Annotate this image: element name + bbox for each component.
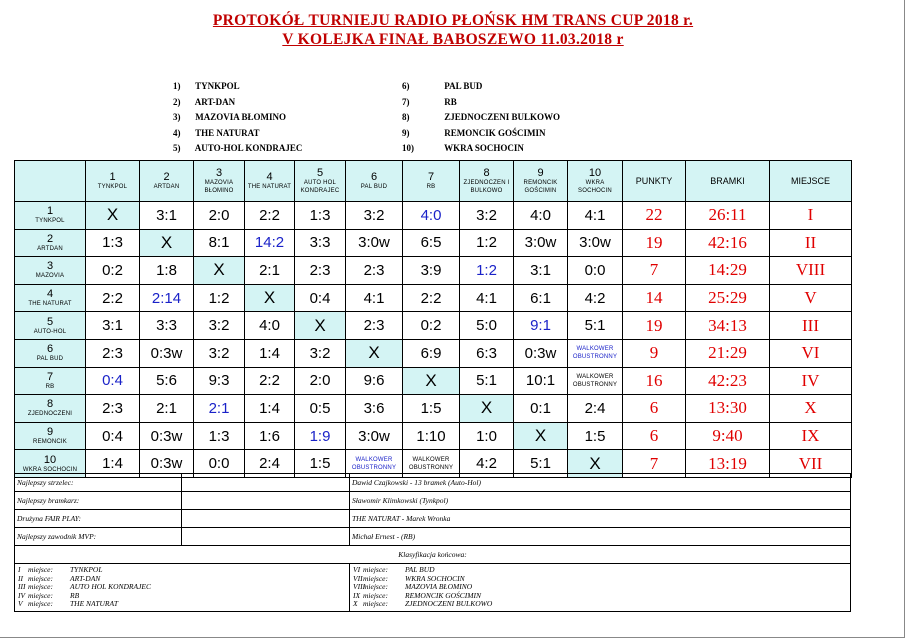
team-row — [15, 202, 852, 230]
punkty-cell: 6 — [623, 395, 686, 423]
miejsce-cell: II — [770, 229, 852, 257]
score-cell: 5:6 — [140, 367, 194, 395]
self-match-cell: X — [346, 339, 403, 367]
score-cell: 9:6 — [346, 367, 403, 395]
column-team-name: REMONCIK GOŚCIMIN — [523, 180, 558, 194]
classification-team: THE NATURAT — [70, 599, 118, 608]
team-list-item — [402, 141, 560, 157]
classification-team: PAL BUD — [405, 565, 435, 574]
punkty-cell: 9 — [623, 339, 686, 367]
self-match-cell: X — [194, 257, 245, 285]
column-number: 3 — [215, 167, 223, 179]
column-header — [140, 161, 194, 202]
column-header — [568, 161, 623, 202]
score-cell: 1:3 — [194, 422, 245, 450]
score-cell: 2:1 — [245, 257, 295, 285]
classification-rank: X — [353, 599, 358, 608]
score-cell: 3:0w — [514, 229, 568, 257]
classification-title: Klasyfikacja końcowa: — [15, 546, 851, 564]
walkover-cell: WALKOWER OBUSTRONNY — [568, 367, 623, 395]
classification-team: ZJEDNOCZENI BULKOWO — [405, 599, 493, 608]
award-label: Drużyna FAIR PLAY: — [15, 510, 182, 528]
award-spacer — [182, 492, 350, 510]
classification-item — [18, 583, 346, 592]
score-cell: 2:4 — [568, 395, 623, 423]
row-team-name: THE NATURAT — [28, 301, 72, 308]
row-number: 6 — [46, 343, 54, 356]
column-team-name: ZJEDNOCZEN I BULKOWO — [463, 180, 510, 194]
award-label: Najlepszy strzelec: — [15, 474, 182, 492]
score-cell: 3:3 — [140, 312, 194, 340]
punkty-cell: 14 — [623, 284, 686, 312]
team-list-item — [173, 95, 302, 111]
classification-rank: III — [18, 582, 26, 591]
row-header — [15, 284, 86, 312]
score-cell: 1:8 — [140, 257, 194, 285]
summary-table — [14, 473, 851, 612]
column-number: 8 — [483, 167, 490, 179]
column-header — [245, 161, 295, 202]
column-header — [346, 161, 403, 202]
score-cell: 2:3 — [295, 257, 346, 285]
column-number: 4 — [266, 171, 273, 183]
team-list-item — [402, 95, 560, 111]
score-cell: 6:3 — [460, 339, 514, 367]
team-list-name: RB — [444, 96, 457, 107]
classification-rank: VII — [353, 573, 363, 583]
score-cell: 2:0 — [295, 367, 346, 395]
row-header — [15, 422, 86, 450]
self-match-cell: X — [403, 367, 460, 395]
classification-rank: VIII — [353, 582, 366, 591]
classification-item — [18, 600, 346, 609]
column-number: 5 — [316, 167, 324, 179]
classification-word: miejsce: — [28, 599, 53, 608]
classification-word: miejsce: — [363, 590, 388, 600]
score-cell: 3:1 — [140, 202, 194, 230]
score-cell: 0:3w — [140, 339, 194, 367]
score-cell: 1:0 — [460, 422, 514, 450]
walkover-cell: WALKOWER OBUSTRONNY — [346, 450, 403, 478]
score-cell: 1:5 — [403, 395, 460, 423]
row-number: 10 — [43, 453, 57, 466]
punkty-cell: 19 — [623, 229, 686, 257]
classification-word: miejsce: — [28, 573, 53, 583]
punkty-cell: 22 — [623, 202, 686, 230]
column-team-name: THE NATURAT — [247, 184, 292, 190]
classification-left — [15, 564, 350, 612]
miejsce-cell: III — [770, 312, 852, 340]
results-table — [14, 160, 852, 478]
page-subtitle: V KOLEJKA FINAŁ BABOSZEWO 11.03.2018 r — [282, 31, 624, 48]
team-row — [15, 229, 852, 257]
team-list-name: THE NATURAT — [195, 127, 260, 138]
self-match-cell: X — [140, 229, 194, 257]
row-number: 8 — [46, 398, 54, 411]
score-cell: 3:0w — [568, 229, 623, 257]
column-team-name: PAL BUD — [360, 184, 388, 190]
score-cell: 4:1 — [460, 284, 514, 312]
team-list-name: PAL BUD — [444, 81, 483, 91]
score-cell: 4:2 — [568, 284, 623, 312]
row-team-name: PAL BUD — [36, 356, 64, 363]
score-cell: 0:2 — [86, 257, 140, 285]
score-cell: 3:6 — [346, 395, 403, 423]
score-cell: 9:1 — [514, 312, 568, 340]
score-cell: 2:1 — [140, 395, 194, 423]
row-header — [15, 257, 86, 285]
award-value: THE NATURAT - Marek Wronka — [350, 510, 851, 528]
classification-team: TYNKPOL — [70, 565, 103, 574]
column-number: 7 — [427, 171, 435, 183]
classification-team: MAZOVIA BŁOMINO — [405, 582, 473, 591]
team-list-name: ZJEDNOCZENI BULKOWO — [444, 112, 561, 123]
bramki-cell: 42:16 — [686, 229, 770, 257]
walkover-cell: WALKOWER OBUSTRONNY — [403, 450, 460, 478]
score-cell: 1:6 — [245, 422, 295, 450]
bramki-cell: 9:40 — [686, 422, 770, 450]
score-cell: 6:1 — [514, 284, 568, 312]
row-team-name: WKRA SOCHOCIN — [22, 466, 78, 473]
team-list-number: 3) — [173, 112, 181, 123]
award-value: Dawid Czajkowski - 13 bramek (Auto-Hol) — [350, 474, 851, 492]
team-list-number: 8) — [402, 112, 410, 123]
classification-word: miejsce: — [363, 573, 388, 583]
score-cell: 3:2 — [346, 202, 403, 230]
score-cell: 4:1 — [346, 284, 403, 312]
classification-word: miejsce: — [363, 582, 388, 591]
score-cell: 1:2 — [194, 284, 245, 312]
team-list-item — [402, 110, 560, 126]
score-cell: 0:2 — [403, 312, 460, 340]
team-list-item — [173, 141, 302, 157]
row-number: 7 — [46, 370, 54, 383]
score-cell: 2:4 — [245, 450, 295, 478]
team-list-item — [173, 126, 302, 142]
score-cell: 2:2 — [245, 367, 295, 395]
score-cell: 3:0w — [346, 229, 403, 257]
team-row — [15, 257, 852, 285]
row-team-name: ZJEDNOCZENI — [27, 411, 73, 418]
row-team-name: AUTO-HOL — [33, 328, 67, 335]
team-list-number: 10) — [402, 143, 414, 154]
classification-team: AUTO HOL KONDRAJEC — [70, 582, 151, 591]
punkty-header: PUNKTY — [623, 161, 686, 202]
team-row — [15, 395, 852, 423]
score-cell: 1:2 — [460, 257, 514, 285]
classification-rank: IX — [353, 590, 361, 600]
row-header — [15, 367, 86, 395]
score-cell: 2:14 — [140, 284, 194, 312]
score-cell: 0:3w — [140, 422, 194, 450]
column-header — [460, 161, 514, 202]
punkty-cell: 19 — [623, 312, 686, 340]
score-cell: 3:2 — [295, 339, 346, 367]
row-header — [15, 339, 86, 367]
score-cell: 1:4 — [86, 450, 140, 478]
award-label: Najlepszy zawodnik MVP: — [15, 528, 182, 546]
score-cell: 1:3 — [86, 229, 140, 257]
score-cell: 1:4 — [245, 395, 295, 423]
column-number: 6 — [370, 171, 378, 183]
miejsce-cell: VIII — [770, 257, 852, 285]
bramki-cell: 14:29 — [686, 257, 770, 285]
classification-word: miejsce: — [28, 565, 53, 574]
classification-rank: II — [18, 573, 23, 583]
award-spacer — [182, 528, 350, 546]
team-list-number: 5) — [173, 143, 181, 154]
team-list-name: MAZOVIA BŁOMINO — [195, 112, 287, 123]
column-team-name: WKRA SOCHOCIN — [578, 180, 612, 194]
score-cell: 0:0 — [194, 450, 245, 478]
row-team-name: RB — [45, 383, 55, 390]
row-number: 5 — [46, 315, 54, 328]
column-number: 9 — [537, 167, 544, 179]
team-list-number: 4) — [173, 127, 181, 138]
team-list-name: AUTO-HOL KONDRAJEC — [194, 143, 303, 154]
team-list-number: 1) — [173, 81, 181, 91]
score-cell: 1:4 — [245, 339, 295, 367]
miejsce-header: MIEJSCE — [770, 161, 852, 202]
score-cell: 1:10 — [403, 422, 460, 450]
miejsce-cell: IV — [770, 367, 852, 395]
score-cell: 2:2 — [245, 202, 295, 230]
team-list-name: ART-DAN — [194, 96, 236, 107]
score-cell: 1:5 — [295, 450, 346, 478]
score-cell: 2:0 — [194, 202, 245, 230]
classification-rank: IV — [18, 590, 26, 600]
teams-list-left — [173, 79, 302, 157]
score-cell: 0:1 — [514, 395, 568, 423]
punkty-cell: 7 — [623, 450, 686, 478]
teams-list-right — [402, 79, 560, 157]
bramki-cell: 26:11 — [686, 202, 770, 230]
score-cell: 0:0 — [568, 257, 623, 285]
score-cell: 0:4 — [86, 367, 140, 395]
score-cell: 5:0 — [460, 312, 514, 340]
score-cell: 1:9 — [295, 422, 346, 450]
score-cell: 4:1 — [568, 202, 623, 230]
self-match-cell: X — [295, 312, 346, 340]
column-header — [403, 161, 460, 202]
classification-title-row — [15, 546, 851, 564]
score-cell: 6:5 — [403, 229, 460, 257]
score-cell: 3:2 — [194, 339, 245, 367]
score-cell: 2:3 — [346, 257, 403, 285]
bramki-cell: 13:19 — [686, 450, 770, 478]
team-row — [15, 422, 852, 450]
team-list-name: TYNKPOL — [195, 81, 240, 91]
award-spacer — [182, 510, 350, 528]
row-header — [15, 229, 86, 257]
column-team-name: AUTO HOL KONDRAJEC — [300, 180, 340, 194]
score-cell: 2:3 — [346, 312, 403, 340]
row-number: 1 — [46, 205, 54, 218]
classification-team: WKRA SOCHOCIN — [405, 573, 465, 583]
row-team-name: ARTDAN — [37, 245, 63, 252]
self-match-cell: X — [514, 422, 568, 450]
team-list-item — [402, 126, 560, 142]
bramki-cell: 42:23 — [686, 367, 770, 395]
score-cell: 2:2 — [86, 284, 140, 312]
classification-row — [15, 564, 851, 612]
classification-team: ART-DAN — [70, 573, 101, 583]
team-list-number: 6) — [402, 81, 410, 91]
classification-right — [350, 564, 851, 612]
score-cell: 0:5 — [295, 395, 346, 423]
page-title: PROTOKÓŁ TURNIEJU RADIO PŁOŃSK HM TRANS CUP 2018 r. — [212, 12, 694, 29]
team-list-number: 9) — [402, 127, 410, 138]
row-team-name: MAZOVIA — [35, 273, 65, 280]
score-cell: 1:5 — [568, 422, 623, 450]
score-cell: 0:4 — [86, 422, 140, 450]
score-cell: 2:1 — [194, 395, 245, 423]
award-row — [15, 492, 851, 510]
classification-item — [18, 566, 346, 575]
team-list-item — [173, 110, 302, 126]
row-number: 3 — [46, 260, 54, 273]
award-label: Najlepszy bramkarz: — [15, 492, 182, 510]
award-row — [15, 528, 851, 546]
row-header — [15, 202, 86, 230]
team-row — [15, 284, 852, 312]
team-row — [15, 367, 852, 395]
column-header — [86, 161, 140, 202]
team-list-name: REMONCIK GOŚCIMIN — [444, 127, 546, 138]
award-row — [15, 474, 851, 492]
row-number: 4 — [46, 288, 54, 301]
column-header — [295, 161, 346, 202]
miejsce-cell: V — [770, 284, 852, 312]
bramki-cell: 34:13 — [686, 312, 770, 340]
score-cell: 3:2 — [194, 312, 245, 340]
team-list-name: WKRA SOCHOCIN — [444, 143, 524, 154]
column-team-name: RB — [426, 184, 436, 190]
miejsce-cell: X — [770, 395, 852, 423]
column-header — [514, 161, 568, 202]
column-number: 10 — [588, 167, 602, 179]
score-cell: 3:9 — [403, 257, 460, 285]
bramki-cell: 25:29 — [686, 284, 770, 312]
self-match-cell: X — [568, 450, 623, 478]
punkty-cell: 16 — [623, 367, 686, 395]
column-number: 2 — [163, 171, 170, 183]
award-value: Michał Ernest - (RB) — [350, 528, 851, 546]
bramki-header: BRAMKI — [686, 161, 770, 202]
score-cell: 1:3 — [295, 202, 346, 230]
score-cell: 3:2 — [460, 202, 514, 230]
punkty-cell: 6 — [623, 422, 686, 450]
miejsce-cell: VII — [770, 450, 852, 478]
score-cell: 3:3 — [295, 229, 346, 257]
classification-rank: VI — [353, 565, 361, 574]
score-cell: 0:3w — [140, 450, 194, 478]
miejsce-cell: I — [770, 202, 852, 230]
team-list-number: 7) — [402, 96, 410, 107]
score-cell: 3:1 — [86, 312, 140, 340]
award-row — [15, 510, 851, 528]
classification-rank: I — [18, 565, 21, 574]
classification-item — [18, 575, 346, 584]
score-cell: 6:9 — [403, 339, 460, 367]
column-team-name: TYNKPOL — [97, 184, 128, 190]
row-team-name: TYNKPOL — [35, 218, 65, 225]
miejsce-cell: VI — [770, 339, 852, 367]
punkty-cell: 7 — [623, 257, 686, 285]
corner-cell — [15, 161, 86, 202]
row-team-name: REMONCIK — [33, 439, 67, 446]
team-row — [15, 312, 852, 340]
row-number: 9 — [46, 426, 54, 439]
classification-word: miejsce: — [28, 590, 53, 600]
team-list-item — [402, 79, 560, 95]
score-cell: 10:1 — [514, 367, 568, 395]
score-cell: 4:2 — [460, 450, 514, 478]
column-team-name: MAZOVIA BŁOMINO — [204, 180, 234, 194]
classification-team: REMONCIK GOŚCIMIN — [405, 590, 482, 600]
award-spacer — [182, 474, 350, 492]
classification-word: miejsce: — [28, 582, 53, 591]
self-match-cell: X — [86, 202, 140, 230]
score-cell: 14:2 — [245, 229, 295, 257]
team-row — [15, 339, 852, 367]
classification-rank: V — [18, 599, 23, 608]
row-header — [15, 395, 86, 423]
score-cell: 4:0 — [245, 312, 295, 340]
column-header — [194, 161, 245, 202]
score-cell: 2:3 — [86, 395, 140, 423]
score-cell: 1:2 — [460, 229, 514, 257]
classification-item — [353, 600, 847, 609]
score-cell: 5:1 — [460, 367, 514, 395]
score-cell: 2:3 — [86, 339, 140, 367]
score-cell: 5:1 — [514, 450, 568, 478]
score-cell: 3:0w — [346, 422, 403, 450]
self-match-cell: X — [245, 284, 295, 312]
column-team-name: ARTDAN — [153, 184, 180, 190]
self-match-cell: X — [460, 395, 514, 423]
score-cell: 0:3w — [514, 339, 568, 367]
classification-team: RB — [70, 590, 80, 600]
score-cell: 9:3 — [194, 367, 245, 395]
team-list-number: 2) — [173, 96, 181, 107]
walkover-cell: WALKOWER OBUSTRONNY — [568, 339, 623, 367]
column-number: 1 — [109, 171, 116, 183]
team-list-item — [173, 79, 302, 95]
score-cell: 3:1 — [514, 257, 568, 285]
score-cell: 5:1 — [568, 312, 623, 340]
score-cell: 0:4 — [295, 284, 346, 312]
miejsce-cell: IX — [770, 422, 852, 450]
score-cell: 2:2 — [403, 284, 460, 312]
header-row — [15, 161, 852, 202]
award-value: Sławomir Klimkowski (Tynkpol) — [350, 492, 851, 510]
score-cell: 4:0 — [514, 202, 568, 230]
classification-word: miejsce: — [363, 599, 388, 608]
bramki-cell: 21:29 — [686, 339, 770, 367]
row-header — [15, 312, 86, 340]
bramki-cell: 13:30 — [686, 395, 770, 423]
classification-word: miejsce: — [363, 565, 388, 574]
row-number: 2 — [46, 232, 54, 245]
score-cell: 4:0 — [403, 202, 460, 230]
classification-item — [18, 592, 346, 601]
score-cell: 8:1 — [194, 229, 245, 257]
